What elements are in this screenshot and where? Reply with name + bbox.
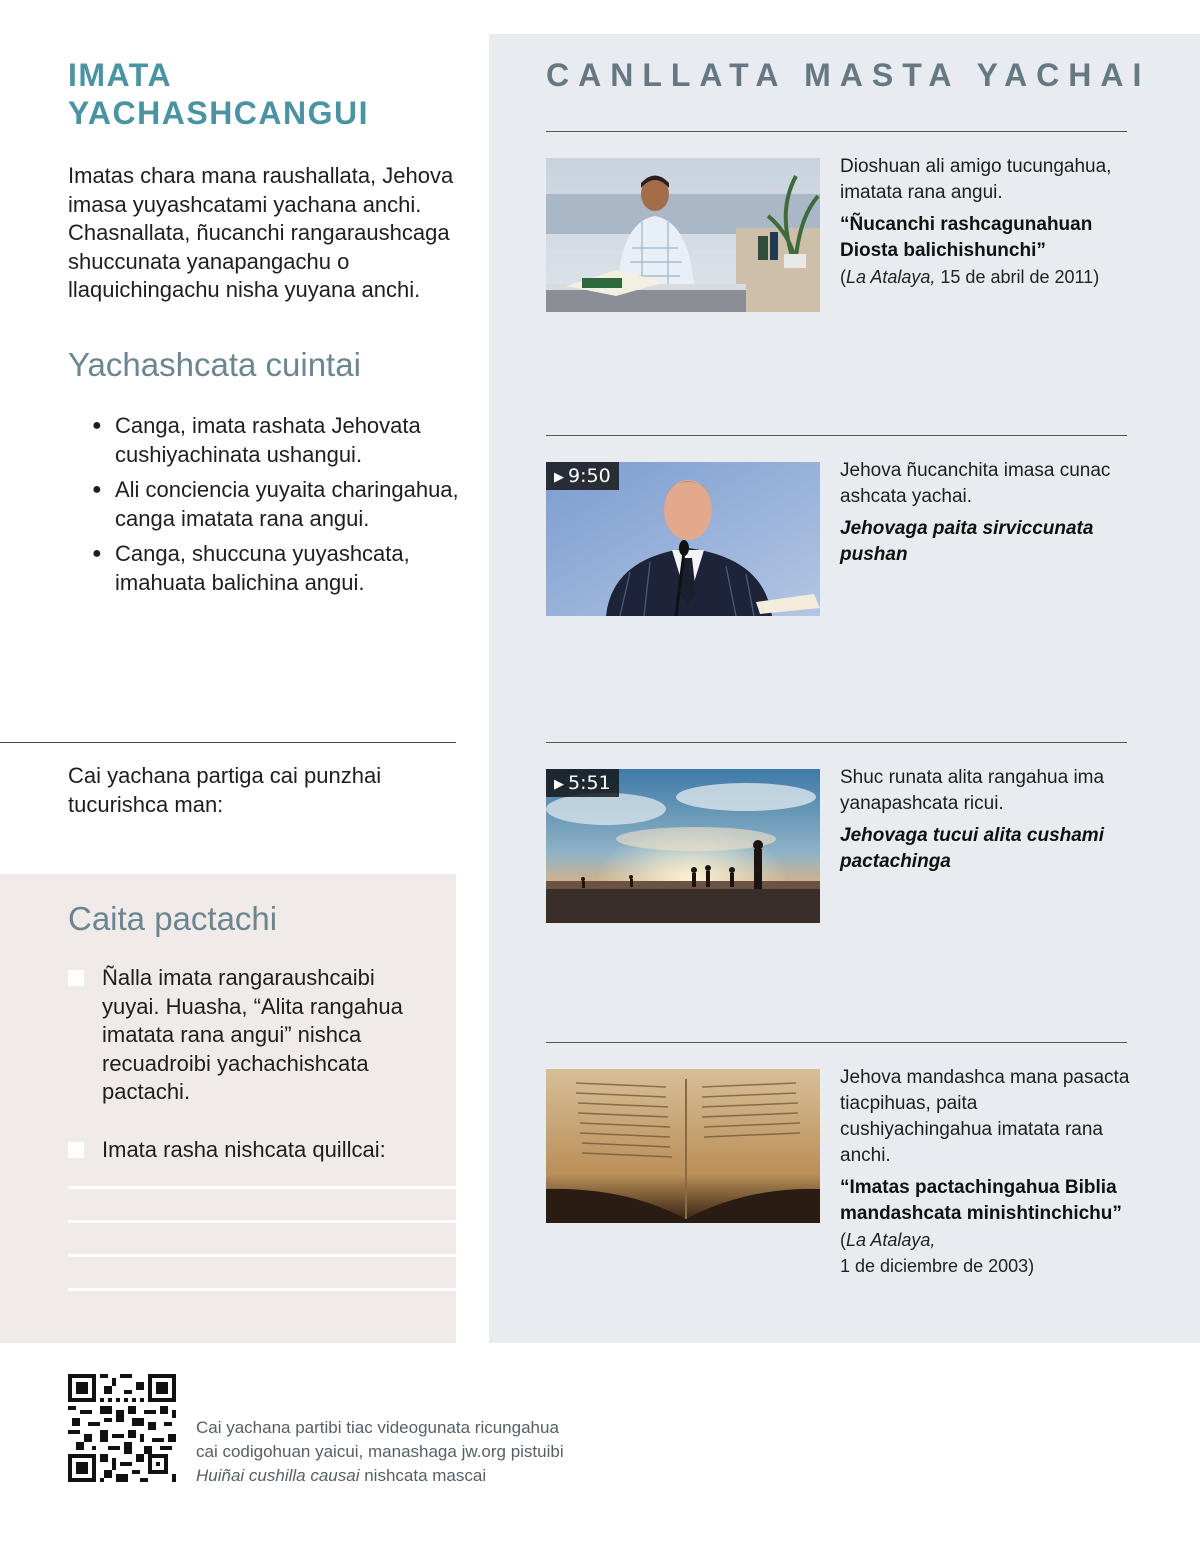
video-duration-badge: ▶ 9:50 bbox=[546, 462, 619, 490]
publication-date: 15 de abril de 2011) bbox=[935, 267, 1100, 287]
writing-line[interactable] bbox=[68, 1288, 456, 1291]
article-link[interactable]: “Imatas pactachingahua Biblia mandashcata minishtinchichu” bbox=[840, 1177, 1122, 1224]
goal-text: Imata rasha nishcata quillcai: bbox=[102, 1137, 386, 1162]
learn-more-heading: CANLLATA MASTA YACHAI bbox=[546, 57, 1151, 93]
article-citation: (La Atalaya, 1 de diciembre de 2003) bbox=[840, 1230, 1035, 1276]
divider bbox=[0, 742, 456, 743]
footer-note bbox=[196, 1416, 716, 1488]
writing-line[interactable] bbox=[68, 1254, 456, 1257]
learn-item-3-text bbox=[840, 765, 1130, 875]
bullet-icon: ● bbox=[92, 545, 102, 562]
learn-item-4-text bbox=[840, 1065, 1130, 1279]
review-heading: Yachashcata cuintai bbox=[68, 346, 361, 383]
video-link[interactable]: Jehovaga tucui alita cushami pactachinga bbox=[840, 825, 1104, 872]
review-item: ● Canga, imata rashata Jehovata cushiyachinata ushangui. bbox=[92, 413, 421, 467]
checkbox[interactable] bbox=[68, 970, 84, 986]
video-link[interactable]: Jehovaga paita sirviccunata pushan bbox=[840, 518, 1094, 565]
item-description: Jehova ñucanchita imasa cunac ashcata yachai. bbox=[840, 460, 1111, 507]
writing-line[interactable] bbox=[68, 1220, 456, 1223]
video-thumbnail-speaker[interactable] bbox=[546, 462, 820, 616]
footer-line: Cai yachana partibi tiac videogunata ricungahua bbox=[196, 1418, 559, 1437]
article-citation: (La Atalaya, 15 de abril de 2011) bbox=[840, 267, 1100, 287]
footer-line: cai codigohuan yaicui, manashaga jw.org pistuibi bbox=[196, 1442, 564, 1461]
goal-checkbox-item[interactable] bbox=[68, 964, 428, 1107]
bullet-icon: ● bbox=[92, 417, 102, 434]
review-item: ● Canga, shuccuna yuyashcata, imahuata balichina angui. bbox=[92, 541, 410, 595]
publication-date: 1 de diciembre de 2003) bbox=[840, 1256, 1035, 1276]
divider bbox=[546, 435, 1127, 436]
divider bbox=[546, 742, 1127, 743]
video-thumbnail-sunset[interactable] bbox=[546, 769, 820, 923]
video-duration-badge: ▶ 5:51 bbox=[546, 769, 619, 797]
publication-name: La Atalaya, bbox=[846, 1230, 936, 1250]
item-description: Dioshuan ali amigo tucungahua, imatata rana angui. bbox=[840, 156, 1112, 203]
article-thumbnail-bible[interactable] bbox=[546, 1069, 820, 1223]
goal-text: Ñalla imata rangaraushcaibi yuyai. Huasha, “Alita rangahua imatata rana angui” nishca recuadroibi yachachishcata pactachi. bbox=[102, 965, 403, 1104]
publication-name: La Atalaya, bbox=[846, 267, 936, 287]
book-title: Huiñai cushilla causai bbox=[196, 1466, 360, 1485]
item-description: Shuc runata alita rangahua ima yanapashcata ricui. bbox=[840, 767, 1105, 814]
try-this-panel bbox=[0, 874, 456, 1343]
lesson-heading: IMATA YACHASHCANGUI bbox=[68, 57, 370, 131]
footer-line: nishcata mascai bbox=[359, 1466, 487, 1485]
man-studying-image bbox=[546, 158, 820, 312]
qr-code-icon[interactable] bbox=[68, 1374, 176, 1482]
writing-line[interactable] bbox=[68, 1186, 456, 1189]
open-bible-image bbox=[546, 1069, 820, 1223]
review-item: ● Ali conciencia yuyaita charingahua, canga imatata rana angui. bbox=[92, 477, 459, 531]
goal-checkbox-item[interactable] bbox=[68, 1136, 428, 1165]
review-list bbox=[92, 412, 462, 604]
divider bbox=[546, 1042, 1127, 1043]
completed-on-label: Cai yachana partiga cai punzhai tucurishca man: bbox=[68, 763, 382, 817]
learn-item-2-text bbox=[840, 458, 1130, 568]
play-icon: ▶ bbox=[554, 777, 564, 792]
play-icon: ▶ bbox=[554, 470, 564, 485]
item-description: Jehova mandashca mana pasacta tiacpihuas, paita cushiyachingahua imatata rana anchi. bbox=[840, 1067, 1130, 1166]
article-link[interactable]: “Ñucanchi rashcagunahuan Diosta balichishunchi” bbox=[840, 214, 1093, 261]
try-this-heading: Caita pactachi bbox=[68, 900, 278, 937]
qr-code-graphic bbox=[68, 1374, 176, 1482]
bullet-icon: ● bbox=[92, 481, 102, 498]
learn-item-1-text bbox=[840, 154, 1130, 290]
article-thumbnail-studying[interactable] bbox=[546, 158, 820, 312]
checkbox[interactable] bbox=[68, 1142, 84, 1158]
divider bbox=[546, 131, 1127, 132]
intro-paragraph: Imatas chara mana raushallata, Jehova imasa yuyashcatami yachana anchi. Chasnallata, ñucanchi rangaraushcaga shuccunata yanapangachu o llaquichingachu nisha yuyana anchi. bbox=[68, 163, 454, 302]
